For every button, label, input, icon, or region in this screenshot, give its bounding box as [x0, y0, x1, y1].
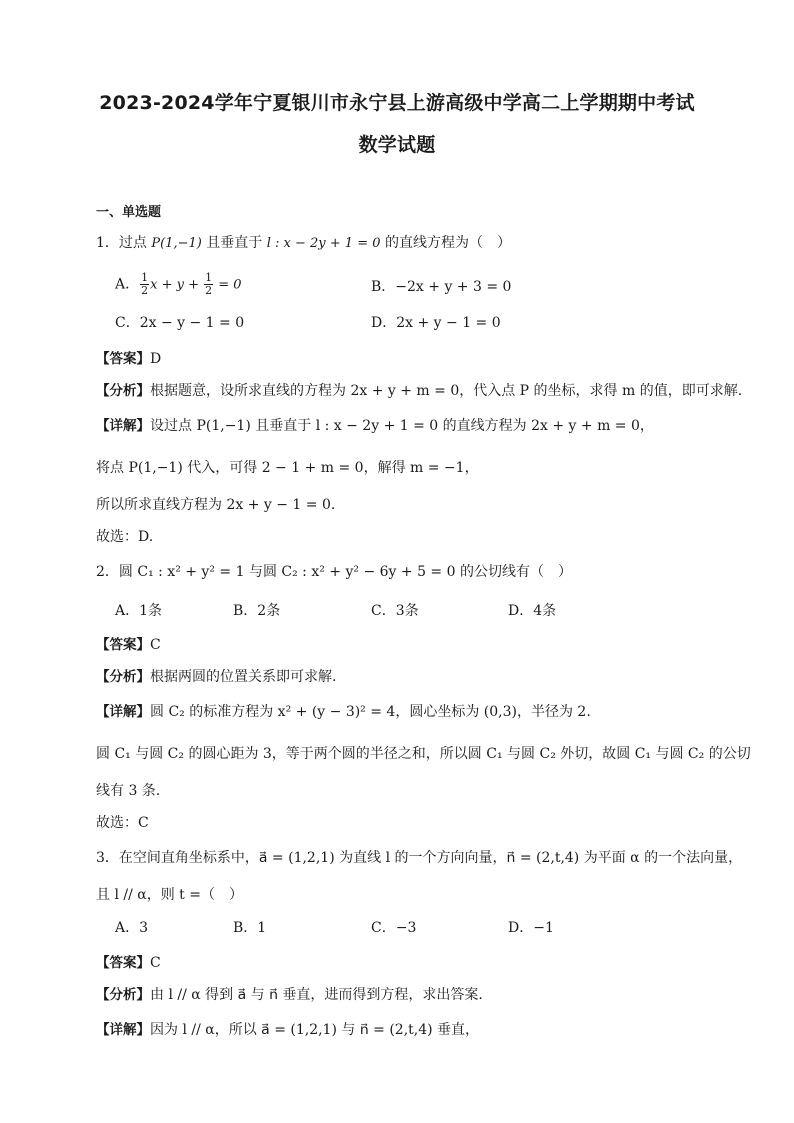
q2-option-a: A．1条 [115, 603, 163, 619]
analysis-tag: 【分析】 [96, 987, 150, 1003]
q3-option-a: A．3 [115, 920, 149, 936]
title-line-2: 数学试题 [358, 134, 436, 156]
q1-stem [96, 234, 511, 253]
q3-option-b: B．1 [233, 920, 267, 936]
fraction [204, 272, 213, 297]
q1-option-c: C．2x − y − 1 = 0 [115, 315, 245, 331]
q1-detail-line-3: 所以所求直线方程为 2x + y − 1 = 0. [96, 497, 336, 513]
detail-tag: 【详解】 [96, 704, 150, 720]
fraction-denominator: 2 [205, 284, 213, 297]
q1-analysis [96, 382, 742, 400]
fraction-numerator: 1 [205, 271, 213, 284]
q2-detail-line-3: 线有 3 条. [96, 783, 161, 799]
q1-stem-part: 的直线方程为（ ） [380, 235, 511, 251]
analysis-text: 由 l // α 得到 a⃗ 与 n⃗ 垂直，进而得到方程，求出答案. [150, 987, 483, 1003]
detail-text: 圆 C₂ 的标准方程为 x² + (y − 3)² = 4，圆心坐标为 (0,3)，半径为 2. [150, 704, 591, 720]
q1-detail [96, 417, 654, 435]
answer-tag: 【答案】 [96, 351, 150, 367]
title-line-1: 2023-2024学年宁夏银川市永宁县上游高级中学高二上学期期中考试 [99, 92, 695, 114]
q2-analysis [96, 668, 336, 686]
detail-tag: 【详解】 [96, 1022, 150, 1038]
fraction [140, 272, 149, 297]
answer-value: C [150, 637, 161, 653]
answer-value: C [150, 955, 161, 971]
analysis-tag: 【分析】 [96, 669, 150, 685]
q2-stem: 2．圆 C₁ : x² + y² = 1 与圆 C₂ : x² + y² − 6y + 5 = 0 的公切线有（ ） [96, 564, 572, 580]
q2-option-d: D．4条 [508, 603, 557, 619]
q3-stem-line-1: 3．在空间直角坐标系中，a⃗ = (1,2,1) 为直线 l 的一个方向向量，n⃗ = (2,t,4) 为平面 α 的一个法向量， [96, 850, 743, 866]
analysis-tag: 【分析】 [96, 383, 150, 399]
q1-option-a [115, 272, 242, 297]
q2-option-c: C．3条 [371, 603, 419, 619]
q1-point-math: P(1,−1) [151, 236, 202, 251]
detail-text: 设过点 P(1,−1) 且垂直于 l : x − 2y + 1 = 0 的直线方程为 2x + y + m = 0， [150, 418, 654, 434]
q1-line-math: l : x − 2y + 1 = 0 [266, 236, 381, 251]
analysis-text: 根据两圆的位置关系即可求解. [150, 669, 337, 685]
detail-text: 因为 l // α，所以 a⃗ = (1,2,1) 与 n⃗ = (2,t,4) 垂直， [150, 1022, 480, 1038]
q3-option-c: C．−3 [371, 920, 417, 936]
q1-option-a-label: A． [115, 276, 140, 293]
analysis-text: 根据题意，设所求直线的方程为 2x + y + m = 0，代入点 P 的坐标，求得 m 的值，即可求解. [150, 383, 743, 399]
q1-answer [96, 350, 161, 368]
q1-stem-part: 1．过点 [96, 235, 152, 251]
q3-option-d: D．−1 [508, 920, 554, 936]
q2-detail [96, 703, 591, 721]
q3-analysis [96, 986, 483, 1004]
q3-answer [96, 954, 161, 972]
q2-answer [96, 636, 161, 654]
section-heading: 一、单选题 [96, 205, 162, 220]
q3-stem-line-2: 且 l // α，则 t =（ ） [96, 887, 243, 903]
fraction-numerator: 1 [141, 271, 149, 284]
fraction-denominator: 2 [141, 284, 149, 297]
answer-tag: 【答案】 [96, 637, 150, 653]
q2-detail-line-2: 圆 C₁ 与圆 C₂ 的圆心距为 3，等于两个圆的半径之和，所以圆 C₁ 与圆 C₂ 外切，故圆 C₁ 与圆 C₂ 的公切 [96, 746, 751, 762]
q1-option-b: B．−2x + y + 3 = 0 [371, 279, 512, 295]
q1-option-a-end: = 0 [214, 277, 242, 293]
q2-option-b: B．2条 [233, 603, 281, 619]
q1-option-d: D．2x + y − 1 = 0 [371, 315, 501, 331]
answer-tag: 【答案】 [96, 955, 150, 971]
q3-detail [96, 1021, 479, 1039]
q2-choose: 故选：C [96, 815, 149, 831]
detail-tag: 【详解】 [96, 418, 150, 434]
answer-value: D [150, 351, 162, 367]
q1-choose: 故选：D. [96, 529, 154, 545]
q1-detail-line-2: 将点 P(1,−1) 代入，可得 2 − 1 + m = 0，解得 m = −1， [96, 460, 479, 476]
q1-option-a-mid: x + y + [150, 277, 204, 293]
q1-stem-part: 且垂直于 [201, 235, 267, 251]
